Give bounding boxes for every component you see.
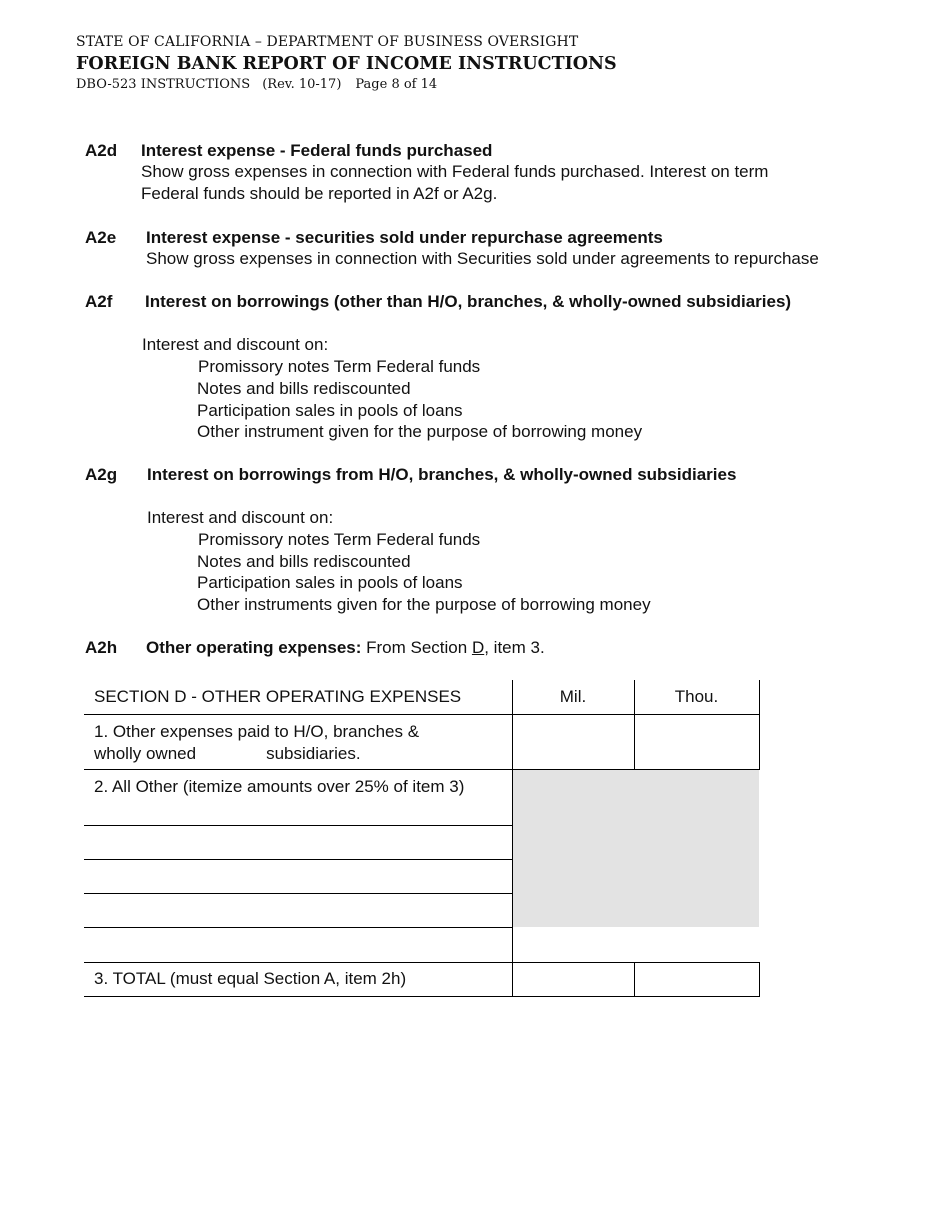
page-number: Page 8 of 14 (355, 77, 438, 92)
agency-line: STATE OF CALIFORNIA – DEPARTMENT OF BUSINESS OVERSIGHT (76, 34, 579, 50)
itemize-blank-cell (512, 927, 759, 962)
a2g-item: Notes and bills rediscounted (197, 552, 411, 571)
a2f-item: Promissory notes Term Federal funds (198, 357, 481, 376)
a2h-text-after: , item 3. (484, 638, 545, 657)
row1-mil-input[interactable] (512, 714, 634, 769)
row1-label-line1: 1. Other expenses paid to H/O, branches & (94, 721, 420, 741)
form-info-line (76, 77, 437, 92)
table-row (84, 859, 759, 893)
a2f-intro: Interest and discount on: (142, 335, 329, 354)
a2f-item: Notes and bills rediscounted (197, 379, 411, 398)
itemize-line-input[interactable] (84, 859, 512, 893)
row2-shaded-cell (512, 769, 759, 859)
a2d-text-line2: Federal funds should be reported in A2f or A2g. (141, 184, 498, 203)
row1-label-line2: wholly owned subsidiaries. (94, 743, 361, 763)
a2f-title: Interest on borrowings (other than H/O, branches, & wholly-owned subsidiaries) (145, 292, 792, 311)
a2h-text-before: From Section (361, 638, 472, 657)
a2h-line (146, 637, 545, 659)
row3-total-label: 3. TOTAL (must equal Section A, item 2h) (84, 962, 512, 996)
a2h-section-ref: D (471, 638, 485, 657)
column-header-thou: Thou. (634, 680, 759, 714)
a2e-title: Interest expense - securities sold under repurchase agreements (146, 228, 663, 247)
table-row (84, 927, 759, 962)
a2d-code: A2d (85, 141, 118, 160)
a2g-item: Other instruments given for the purpose of borrowing money (197, 595, 651, 614)
form-revision: (Rev. 10-17) (262, 77, 342, 92)
table-row (84, 962, 759, 996)
itemize-line-input[interactable] (84, 825, 512, 859)
row1-thou-input[interactable] (634, 714, 759, 769)
a2e-code: A2e (85, 228, 117, 247)
form-id: DBO-523 INSTRUCTIONS (76, 77, 251, 92)
itemize-line-input[interactable] (84, 927, 512, 962)
itemize-shaded-cell (512, 859, 759, 927)
total-mil-input[interactable] (512, 962, 634, 996)
a2g-item: Promissory notes Term Federal funds (198, 530, 481, 549)
itemize-line-input[interactable] (84, 893, 512, 927)
a2e-text-line1: Show gross expenses in connection with Securities sold under agreements to repurchase (146, 249, 819, 268)
a2g-intro: Interest and discount on: (147, 508, 334, 527)
table-header-row (84, 680, 759, 714)
section-d-table (84, 680, 760, 997)
a2d-text-line1: Show gross expenses in connection with Federal funds purchased. Interest on term (141, 162, 769, 181)
row2-label: 2. All Other (itemize amounts over 25% of item 3) (84, 769, 512, 825)
a2f-code: A2f (85, 292, 113, 311)
column-header-mil: Mil. (512, 680, 634, 714)
a2h-code: A2h (85, 638, 118, 657)
a2f-item: Other instrument given for the purpose of borrowing money (197, 422, 643, 441)
a2d-title: Interest expense - Federal funds purchased (141, 141, 493, 160)
table-row (84, 714, 759, 769)
a2g-code: A2g (85, 465, 118, 484)
table-row (84, 769, 759, 825)
a2g-item: Participation sales in pools of loans (197, 573, 463, 592)
total-thou-input[interactable] (634, 962, 759, 996)
a2h-title: Other operating expenses: (146, 638, 362, 657)
row1-label (84, 714, 512, 769)
a2g-title: Interest on borrowings from H/O, branches, & wholly-owned subsidiaries (147, 465, 737, 484)
document-title: FOREIGN BANK REPORT OF INCOME INSTRUCTIONS (76, 54, 617, 74)
a2f-item: Participation sales in pools of loans (197, 401, 463, 420)
section-d-title: SECTION D - OTHER OPERATING EXPENSES (84, 680, 512, 714)
